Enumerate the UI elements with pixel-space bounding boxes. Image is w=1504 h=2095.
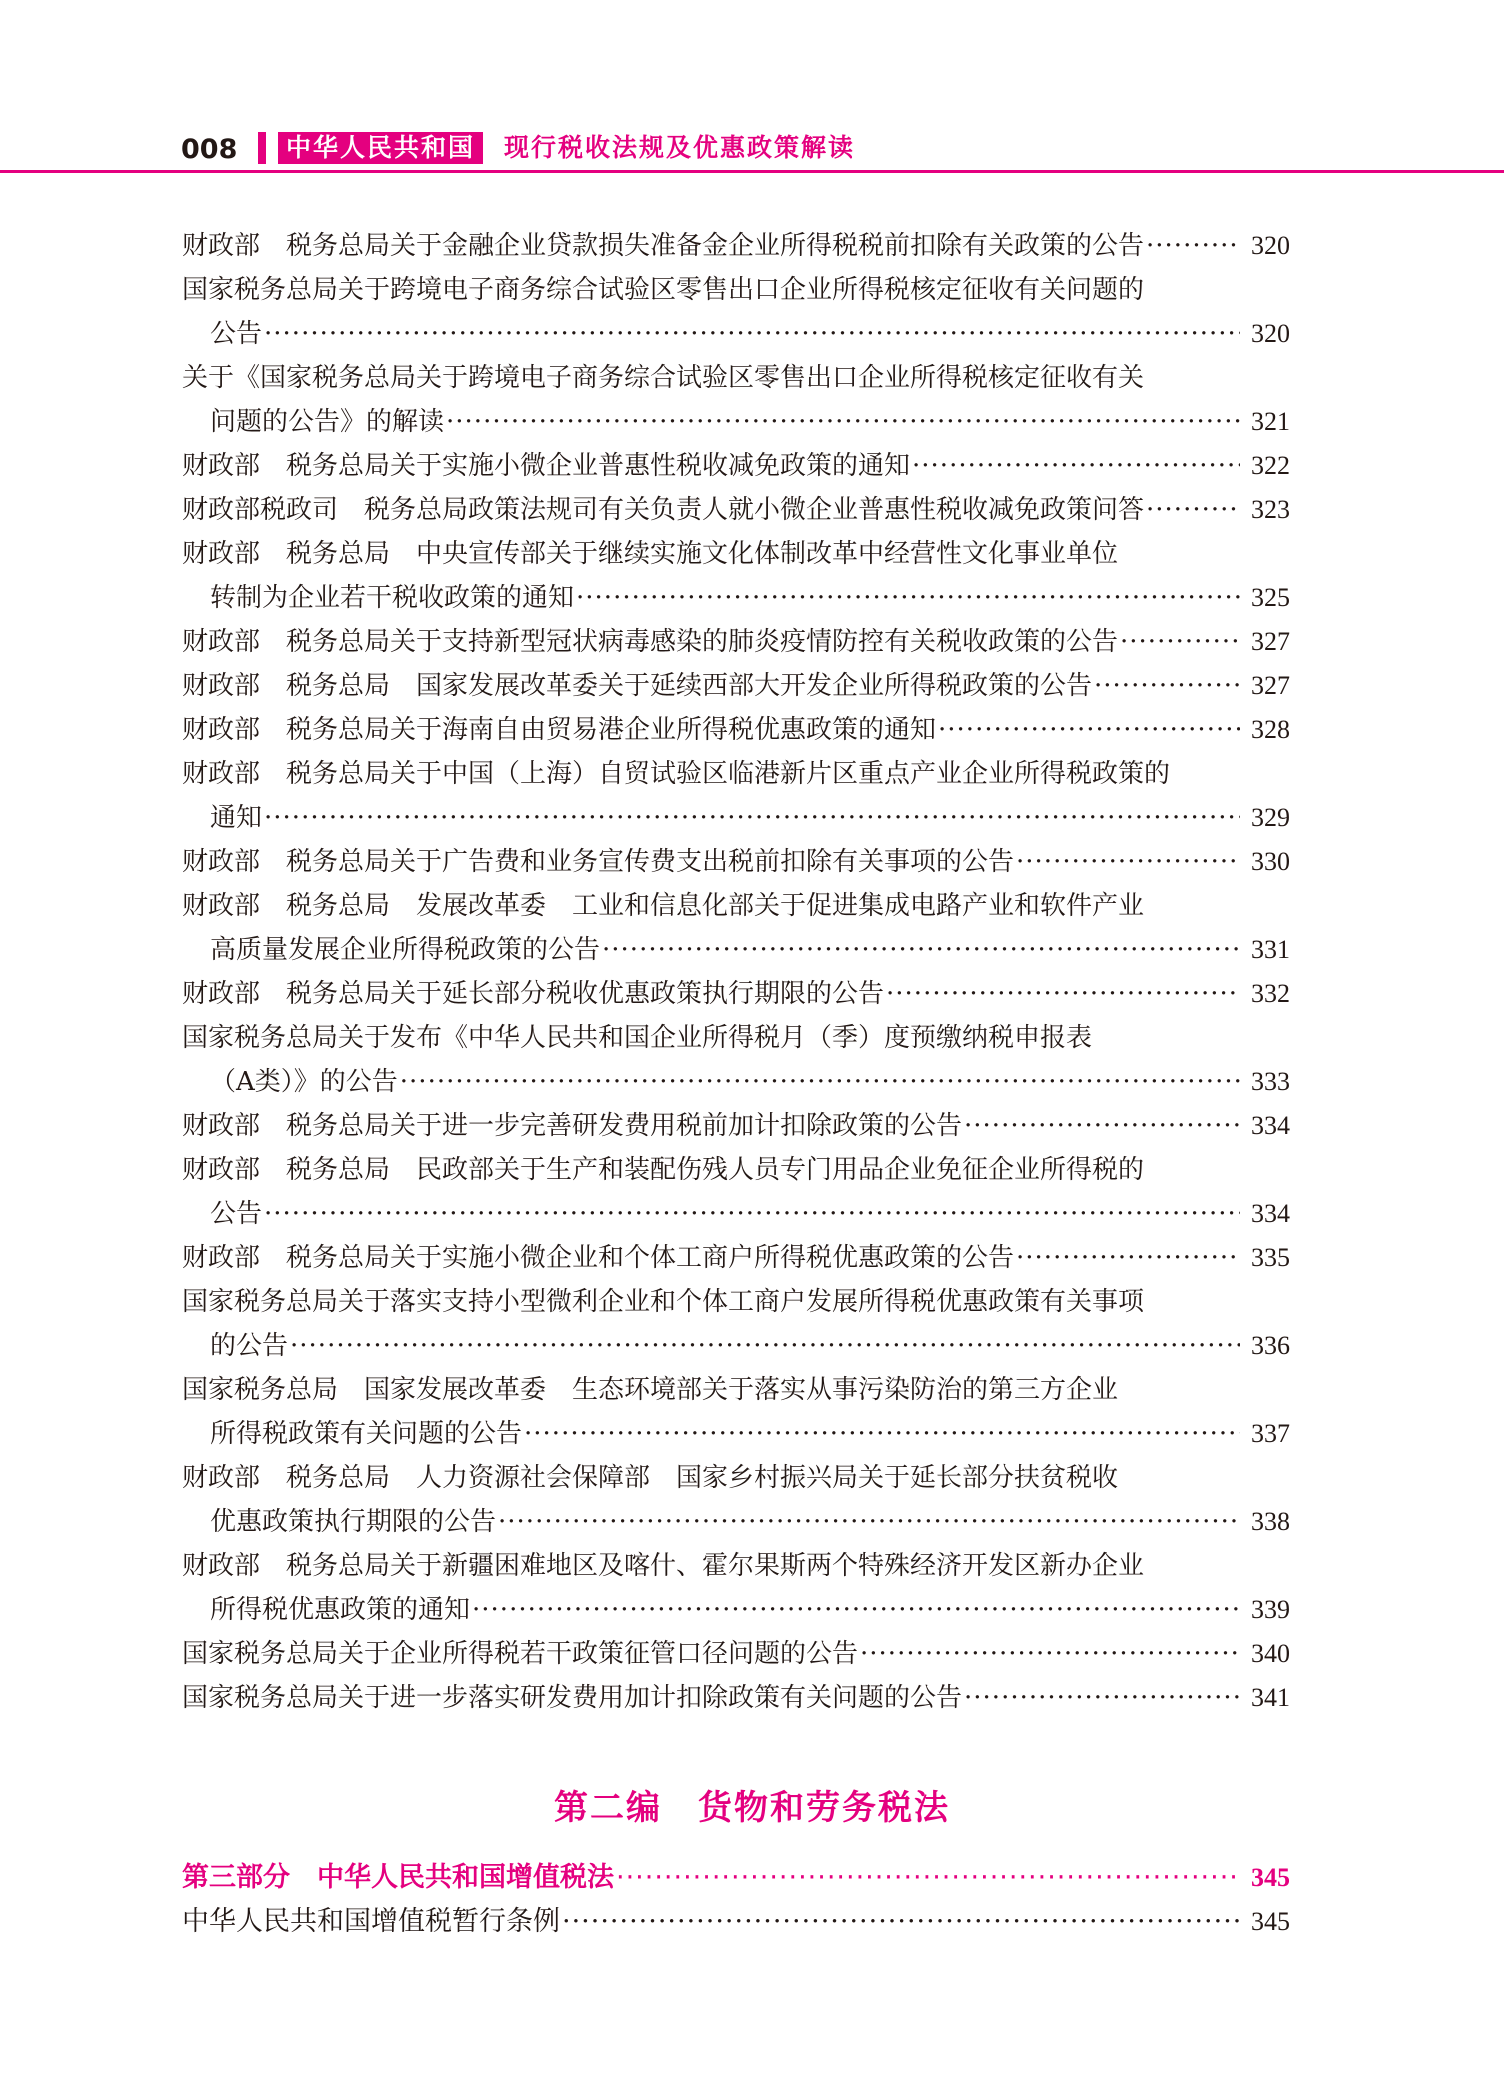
toc-entry[interactable] xyxy=(182,840,1290,884)
entry-page: 333 xyxy=(1251,1067,1290,1096)
entry-title: 财政部 税务总局关于中国（上海）自贸试验区临港新片区重点产业企业所得税政策的 xyxy=(182,759,1171,789)
toc-entry[interactable] xyxy=(182,752,1290,840)
leader-dots xyxy=(576,576,1240,620)
toc-entry-line xyxy=(182,840,1290,884)
toc-entry-line xyxy=(182,1060,1290,1104)
entry-page: 331 xyxy=(1251,935,1290,964)
toc-entry[interactable] xyxy=(182,1280,1290,1368)
leader-dots xyxy=(860,1632,1240,1676)
entry-title: 的公告 xyxy=(210,1331,289,1361)
entry-title: （A类）》的公告 xyxy=(210,1067,398,1097)
part-block xyxy=(182,1856,1290,1944)
entry-page: 332 xyxy=(1251,979,1290,1008)
toc-entry-line xyxy=(182,1412,1290,1456)
leader-dots xyxy=(400,1060,1240,1104)
section-heading: 第二编 货物和劳务税法 xyxy=(554,1788,950,1828)
entry-page: 328 xyxy=(1251,715,1290,744)
toc-entry-line xyxy=(182,1588,1290,1632)
toc-entry-line xyxy=(182,1368,1290,1412)
entry-title: 问题的公告》的解读 xyxy=(210,407,445,437)
entry-page: 334 xyxy=(1251,1111,1290,1140)
toc-entry[interactable] xyxy=(182,356,1290,444)
toc-entry-line xyxy=(182,928,1290,972)
entry-title: 财政部 税务总局关于广告费和业务宣传费支出税前扣除有关事项的公告 xyxy=(182,847,1015,877)
toc-entry[interactable] xyxy=(182,1016,1290,1104)
toc-entry[interactable] xyxy=(182,224,1290,268)
entry-title: 国家税务总局 国家发展改革委 生态环境部关于落实从事污染防治的第三方企业 xyxy=(182,1375,1119,1405)
entry-page: 330 xyxy=(1251,847,1290,876)
toc-entry-line xyxy=(182,1456,1290,1500)
entry-title: 财政部 税务总局 发展改革委 工业和信息化部关于促进集成电路产业和软件产业 xyxy=(182,891,1145,921)
toc-entry[interactable] xyxy=(182,1456,1290,1544)
book-subtitle: 现行税收法规及优惠政策解读 xyxy=(504,133,856,162)
leader-dots xyxy=(1094,664,1240,708)
leader-dots xyxy=(1146,488,1240,532)
leader-dots xyxy=(264,1192,1240,1236)
leader-dots xyxy=(498,1500,1240,1544)
toc-entry-line xyxy=(182,1104,1290,1148)
book-title: 中华人民共和国 xyxy=(278,132,483,164)
leader-dots xyxy=(562,1900,1240,1944)
entry-title: 国家税务总局关于发布《中华人民共和国企业所得税月（季）度预缴纳税申报表 xyxy=(182,1023,1093,1053)
toc-entry-line xyxy=(182,576,1290,620)
entry-page: 334 xyxy=(1251,1199,1290,1228)
entry-title: 中华人民共和国增值税暂行条例 xyxy=(182,1906,560,1937)
leader-dots xyxy=(472,1588,1240,1632)
entry-title: 财政部 税务总局关于实施小微企业和个体工商户所得税优惠政策的公告 xyxy=(182,1243,1015,1273)
entry-title: 财政部 税务总局关于支持新型冠状病毒感染的肺炎疫情防控有关税收政策的公告 xyxy=(182,627,1119,657)
leader-dots xyxy=(938,708,1240,752)
leader-dots xyxy=(446,400,1240,444)
entry-page: 327 xyxy=(1251,627,1290,656)
toc-entry[interactable] xyxy=(182,268,1290,356)
toc-entry-line xyxy=(182,356,1290,400)
entry-page: 340 xyxy=(1251,1639,1290,1668)
toc-entry[interactable] xyxy=(182,488,1290,532)
leader-dots xyxy=(1016,840,1240,884)
entry-title: 国家税务总局关于跨境电子商务综合试验区零售出口企业所得税核定征收有关问题的 xyxy=(182,275,1145,305)
leader-dots xyxy=(1016,1236,1240,1280)
entry-title: 财政部 税务总局关于实施小微企业普惠性税收减免政策的通知 xyxy=(182,451,911,481)
toc-entry[interactable] xyxy=(182,620,1290,664)
entry-page: 336 xyxy=(1251,1331,1290,1360)
leader-dots xyxy=(290,1324,1240,1368)
entry-title: 国家税务总局关于企业所得税若干政策征管口径问题的公告 xyxy=(182,1639,859,1669)
entry-page: 329 xyxy=(1251,803,1290,832)
part-heading[interactable] xyxy=(182,1856,1290,1900)
leader-dots xyxy=(1120,620,1240,664)
entry-title: 关于《国家税务总局关于跨境电子商务综合试验区零售出口企业所得税核定征收有关 xyxy=(182,363,1145,393)
toc-entry-line xyxy=(182,1016,1290,1060)
entry-page: 320 xyxy=(1251,231,1290,260)
toc-entry-line xyxy=(182,1280,1290,1324)
page-number: 008 xyxy=(181,134,238,165)
toc-entry[interactable] xyxy=(182,664,1290,708)
toc-entry[interactable] xyxy=(182,1236,1290,1280)
entry-title: 所得税政策有关问题的公告 xyxy=(210,1419,523,1449)
toc-entry-line xyxy=(182,224,1290,268)
entry-page: 335 xyxy=(1251,1243,1290,1272)
entry-page: 322 xyxy=(1251,451,1290,480)
entry-title: 国家税务总局关于进一步落实研发费用加计扣除政策有关问题的公告 xyxy=(182,1683,963,1713)
leader-dots xyxy=(964,1676,1240,1720)
entry-title: 所得税优惠政策的通知 xyxy=(210,1595,471,1625)
entry-title: 公告 xyxy=(210,319,263,349)
entry-page: 325 xyxy=(1251,583,1290,612)
toc-entry[interactable] xyxy=(182,1368,1290,1456)
toc-entry[interactable] xyxy=(182,1104,1290,1148)
entry-page: 320 xyxy=(1251,319,1290,348)
toc-entry-line xyxy=(182,1632,1290,1676)
toc-entry-line xyxy=(182,312,1290,356)
header-accent-bar xyxy=(258,132,266,164)
entry-title: 财政部 税务总局 国家发展改革委关于延续西部大开发企业所得税政策的公告 xyxy=(182,671,1093,701)
entry-title: 优惠政策执行期限的公告 xyxy=(210,1507,497,1537)
part-page: 345 xyxy=(1251,1863,1290,1892)
entry-page: 321 xyxy=(1251,407,1290,436)
leader-dots xyxy=(912,444,1240,488)
leader-dots xyxy=(886,972,1240,1016)
entry-title: 国家税务总局关于落实支持小型微利企业和个体工商户发展所得税优惠政策有关事项 xyxy=(182,1287,1145,1317)
entry-title: 高质量发展企业所得税政策的公告 xyxy=(210,935,601,965)
entry-page: 338 xyxy=(1251,1507,1290,1536)
entry-title: 财政部 税务总局 民政部关于生产和装配伤残人员专门用品企业免征企业所得税的 xyxy=(182,1155,1145,1185)
toc-entry[interactable] xyxy=(182,1632,1290,1676)
toc-entry[interactable] xyxy=(182,532,1290,620)
leader-dots xyxy=(264,312,1240,356)
toc-entry[interactable] xyxy=(182,972,1290,1016)
toc-entry-line xyxy=(182,972,1290,1016)
toc-entry-line xyxy=(182,1676,1290,1720)
entry-page: 339 xyxy=(1251,1595,1290,1624)
toc-entry[interactable] xyxy=(182,1544,1290,1632)
leader-dots xyxy=(1146,224,1240,268)
toc-entry-line xyxy=(182,708,1290,752)
entry-title: 财政部 税务总局关于新疆困难地区及喀什、霍尔果斯两个特殊经济开发区新办企业 xyxy=(182,1551,1145,1581)
toc-entry-line xyxy=(182,444,1290,488)
entry-title: 公告 xyxy=(210,1199,263,1229)
toc-entry-line xyxy=(182,752,1290,796)
toc-entry-line xyxy=(182,796,1290,840)
entry-title: 财政部 税务总局关于进一步完善研发费用税前加计扣除政策的公告 xyxy=(182,1111,963,1141)
entry-title: 财政部 税务总局关于延长部分税收优惠政策执行期限的公告 xyxy=(182,979,885,1009)
toc-entry-line xyxy=(182,620,1290,664)
entry-page: 337 xyxy=(1251,1419,1290,1448)
toc-entry[interactable] xyxy=(182,708,1290,752)
toc-entry-line xyxy=(182,1192,1290,1236)
leader-dots xyxy=(602,928,1240,972)
toc-entry-line xyxy=(182,884,1290,928)
toc-entry[interactable] xyxy=(182,1148,1290,1236)
toc-entry-line xyxy=(182,268,1290,312)
leader-dots xyxy=(616,1856,1240,1900)
entry-title: 转制为企业若干税收政策的通知 xyxy=(210,583,575,613)
toc-list xyxy=(182,224,1290,1720)
toc-entry[interactable] xyxy=(182,1676,1290,1720)
leader-dots xyxy=(264,796,1240,840)
toc-entry-line xyxy=(182,664,1290,708)
header-rule xyxy=(0,170,1504,173)
toc-entry-line xyxy=(182,1236,1290,1280)
entry-page: 323 xyxy=(1251,495,1290,524)
leader-dots xyxy=(964,1104,1240,1148)
entry-page: 327 xyxy=(1251,671,1290,700)
toc-entry-line xyxy=(182,1544,1290,1588)
toc-entry-line xyxy=(182,532,1290,576)
entry-title: 通知 xyxy=(210,803,263,833)
entry-title: 财政部 税务总局 人力资源社会保障部 国家乡村振兴局关于延长部分扶贫税收 xyxy=(182,1463,1119,1493)
toc-entry-line xyxy=(182,488,1290,532)
entry-title: 财政部税政司 税务总局政策法规司有关负责人就小微企业普惠性税收减免政策问答 xyxy=(182,495,1145,525)
toc-entry[interactable] xyxy=(182,1900,1290,1944)
part-title: 第三部分 中华人民共和国增值税法 xyxy=(182,1862,614,1893)
toc-entry-line xyxy=(182,1148,1290,1192)
entry-title: 财政部 税务总局 中央宣传部关于继续实施文化体制改革中经营性文化事业单位 xyxy=(182,539,1119,569)
toc-entry[interactable] xyxy=(182,444,1290,488)
toc-entry-line xyxy=(182,1500,1290,1544)
entry-title: 财政部 税务总局关于金融企业贷款损失准备金企业所得税税前扣除有关政策的公告 xyxy=(182,231,1145,261)
toc-entry-line xyxy=(182,1324,1290,1368)
entry-page: 341 xyxy=(1251,1683,1290,1712)
toc-entry-line xyxy=(182,400,1290,444)
entry-page: 345 xyxy=(1251,1907,1290,1936)
leader-dots xyxy=(524,1412,1240,1456)
page-header xyxy=(0,130,1504,178)
toc-entry[interactable] xyxy=(182,884,1290,972)
entry-title: 财政部 税务总局关于海南自由贸易港企业所得税优惠政策的通知 xyxy=(182,715,937,745)
